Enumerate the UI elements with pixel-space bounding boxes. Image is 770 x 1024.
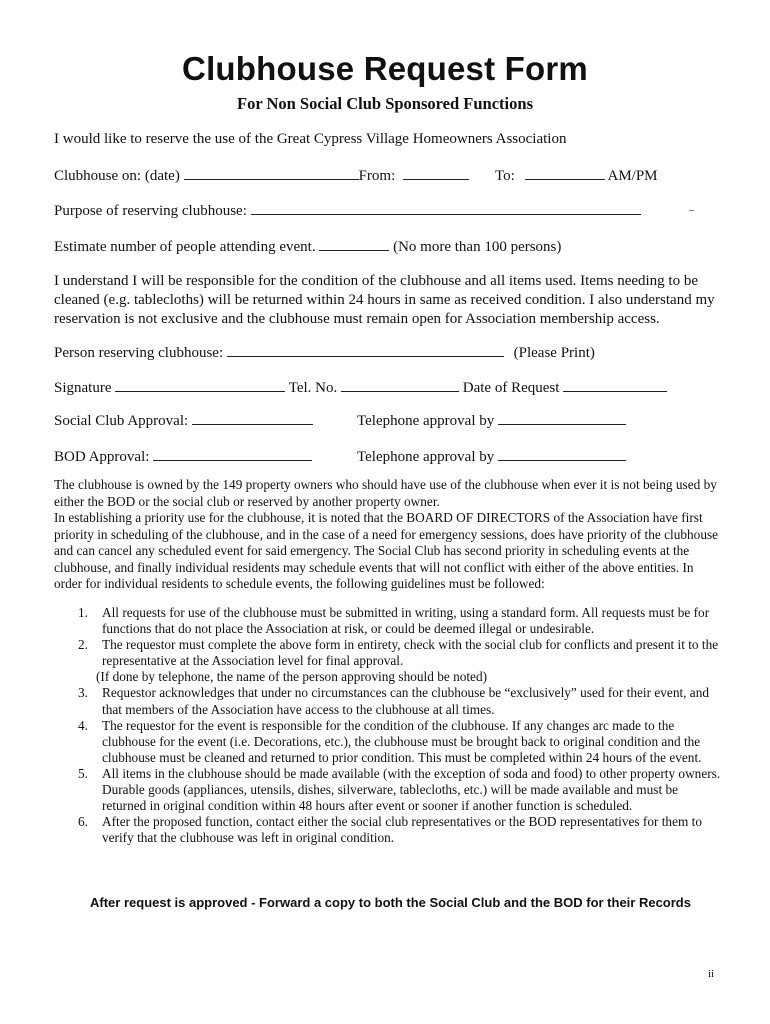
signature-row [54, 378, 667, 397]
estimate-row [54, 237, 561, 256]
estimate-label: Estimate number of people attending event. [54, 239, 316, 255]
to-time-row [495, 166, 658, 185]
list-item-subnote: (If done by telephone, the name of the person approving should be noted) [96, 669, 488, 685]
page-subtitle: For Non Social Club Sponsored Functions [236, 94, 533, 113]
person-note: (Please Print) [513, 345, 595, 361]
to-label: To: [495, 168, 515, 184]
list-number: 4. [78, 717, 88, 733]
clubhouse-on-label: Clubhouse on: (date) [54, 168, 180, 184]
list-item [54, 637, 724, 685]
bod-approval-row [54, 447, 312, 466]
list-item [54, 766, 724, 814]
list-item-text: Requestor acknowledges that under no circumstances can the clubhouse be “exclusively” used for their event, and that members of the Association have access to the clubhouse at all times. [102, 685, 710, 717]
signature-field[interactable] [115, 378, 285, 392]
telephone-approval-field[interactable] [498, 411, 626, 425]
page-number: ii [708, 968, 715, 980]
list-number: 1. [78, 605, 88, 620]
telephone-approval-row-1 [357, 411, 626, 430]
list-item [54, 718, 724, 766]
person-row [54, 343, 595, 362]
telephone-approval-field[interactable] [498, 447, 626, 461]
priority-text: In establishing a priority use for the clubhouse, it is noted that the BOARD OF DIRECTORS of the Association have first priority in scheduling of the clubhouse, and in the case of a need for emergency sessions, does have priority of the clubhouse and can cancel any scheduled event for said emergency. The Social Club has second priority in scheduling events at the clubhouse, and finally individual residents may schedule events that will not conflict with either of the above entities. In order for individual residents to schedule events, the following guidelines must be followed: [54, 510, 719, 591]
list-number: 6. [78, 814, 88, 830]
date-time-row [54, 166, 469, 185]
list-item-text: The requestor for the event is responsible for the condition of the clubhouse. If any changes arc made to the clubhouse for the event (i.e. Decorations, etc.), the clubhouse must be brought back to original condition and the clubhouse must be cleaned and returned to prior condition. This must be completed within 24 hours of the event. [102, 717, 702, 765]
list-number: 3. [78, 685, 88, 701]
list-item-text: The requestor must complete the above form in entirety, check with the social club for conflicts and present it to the representative at the Association level for final approval. [102, 637, 719, 669]
telephone-approval-label: Telephone approval by [357, 413, 495, 429]
telephone-approval-row-2 [357, 447, 626, 466]
purpose-label: Purpose of reserving clubhouse: [54, 203, 247, 219]
list-item [54, 605, 724, 637]
from-label: From: [358, 168, 396, 184]
estimate-note: (No more than 100 persons) [393, 239, 562, 255]
signature-label: Signature [54, 380, 112, 396]
telephone-field[interactable] [341, 378, 459, 392]
guidelines-list [54, 605, 724, 846]
purpose-row [54, 201, 641, 220]
social-approval-field[interactable] [192, 411, 313, 425]
bod-approval-label: BOD Approval: [54, 449, 150, 465]
person-name-field[interactable] [227, 343, 504, 357]
to-time-field[interactable] [525, 166, 605, 180]
date-request-field[interactable] [563, 378, 667, 392]
estimate-field[interactable] [319, 237, 389, 251]
list-item [54, 685, 724, 717]
tel-label: Tel. No. [288, 380, 338, 396]
bod-approval-field[interactable] [153, 447, 312, 461]
social-approval-label: Social Club Approval: [54, 413, 189, 429]
footer-note: After request is approved - Forward a copy to both the Social Club and the BOD for their Records [90, 895, 691, 910]
list-item [54, 814, 724, 846]
telephone-approval-label: Telephone approval by [357, 449, 495, 465]
ampm-label: AM/PM [607, 168, 658, 184]
person-label: Person reserving clubhouse: [54, 345, 224, 361]
ownership-paragraph [54, 477, 724, 593]
from-time-field[interactable] [403, 166, 469, 180]
list-item-text: After the proposed function, contact either the social club representatives or the BOD representatives for them to verify that the clubhouse was left in original condition. [102, 814, 702, 846]
intro-line: I would like to reserve the use of the Great Cypress Village Homeowners Association [54, 131, 567, 147]
ownership-text: The clubhouse is owned by the 149 property owners who should have use of the clubhouse when ever it is not being used by either the BOD or the social club or reserved by another property owner. [54, 477, 717, 509]
responsibility-paragraph: I understand I will be responsible for the condition of the clubhouse and all items used. Items needing to be cleaned (e.g. tablecloths) will be returned within 24 hours in same as received condition. I also understand my reservation is not exclusive and the clubhouse must remain open for Association membership access. [54, 273, 715, 327]
list-item-text: All items in the clubhouse should be made available (with the exception of soda and food) to other property owners. Durable goods (appliances, utensils, dishes, silverware, tablecloths, etc.) will be made available and must be returned in original condition within 48 hours after event or sooner if another function is scheduled. [102, 765, 721, 814]
list-number: 5. [78, 765, 88, 781]
list-number: 2. [78, 637, 88, 653]
dash-mark: – [689, 205, 694, 216]
date-field[interactable] [184, 166, 359, 180]
social-approval-row [54, 411, 313, 430]
date-request-label: Date of Request [462, 380, 560, 396]
purpose-field[interactable] [251, 201, 641, 215]
page-title: Clubhouse Request Form [182, 50, 588, 87]
list-item-text: All requests for use of the clubhouse must be submitted in writing, using a standard form. All requests must be for functions that do not place the Association at risk, or could be deemed illegal or undesirable. [102, 605, 710, 637]
